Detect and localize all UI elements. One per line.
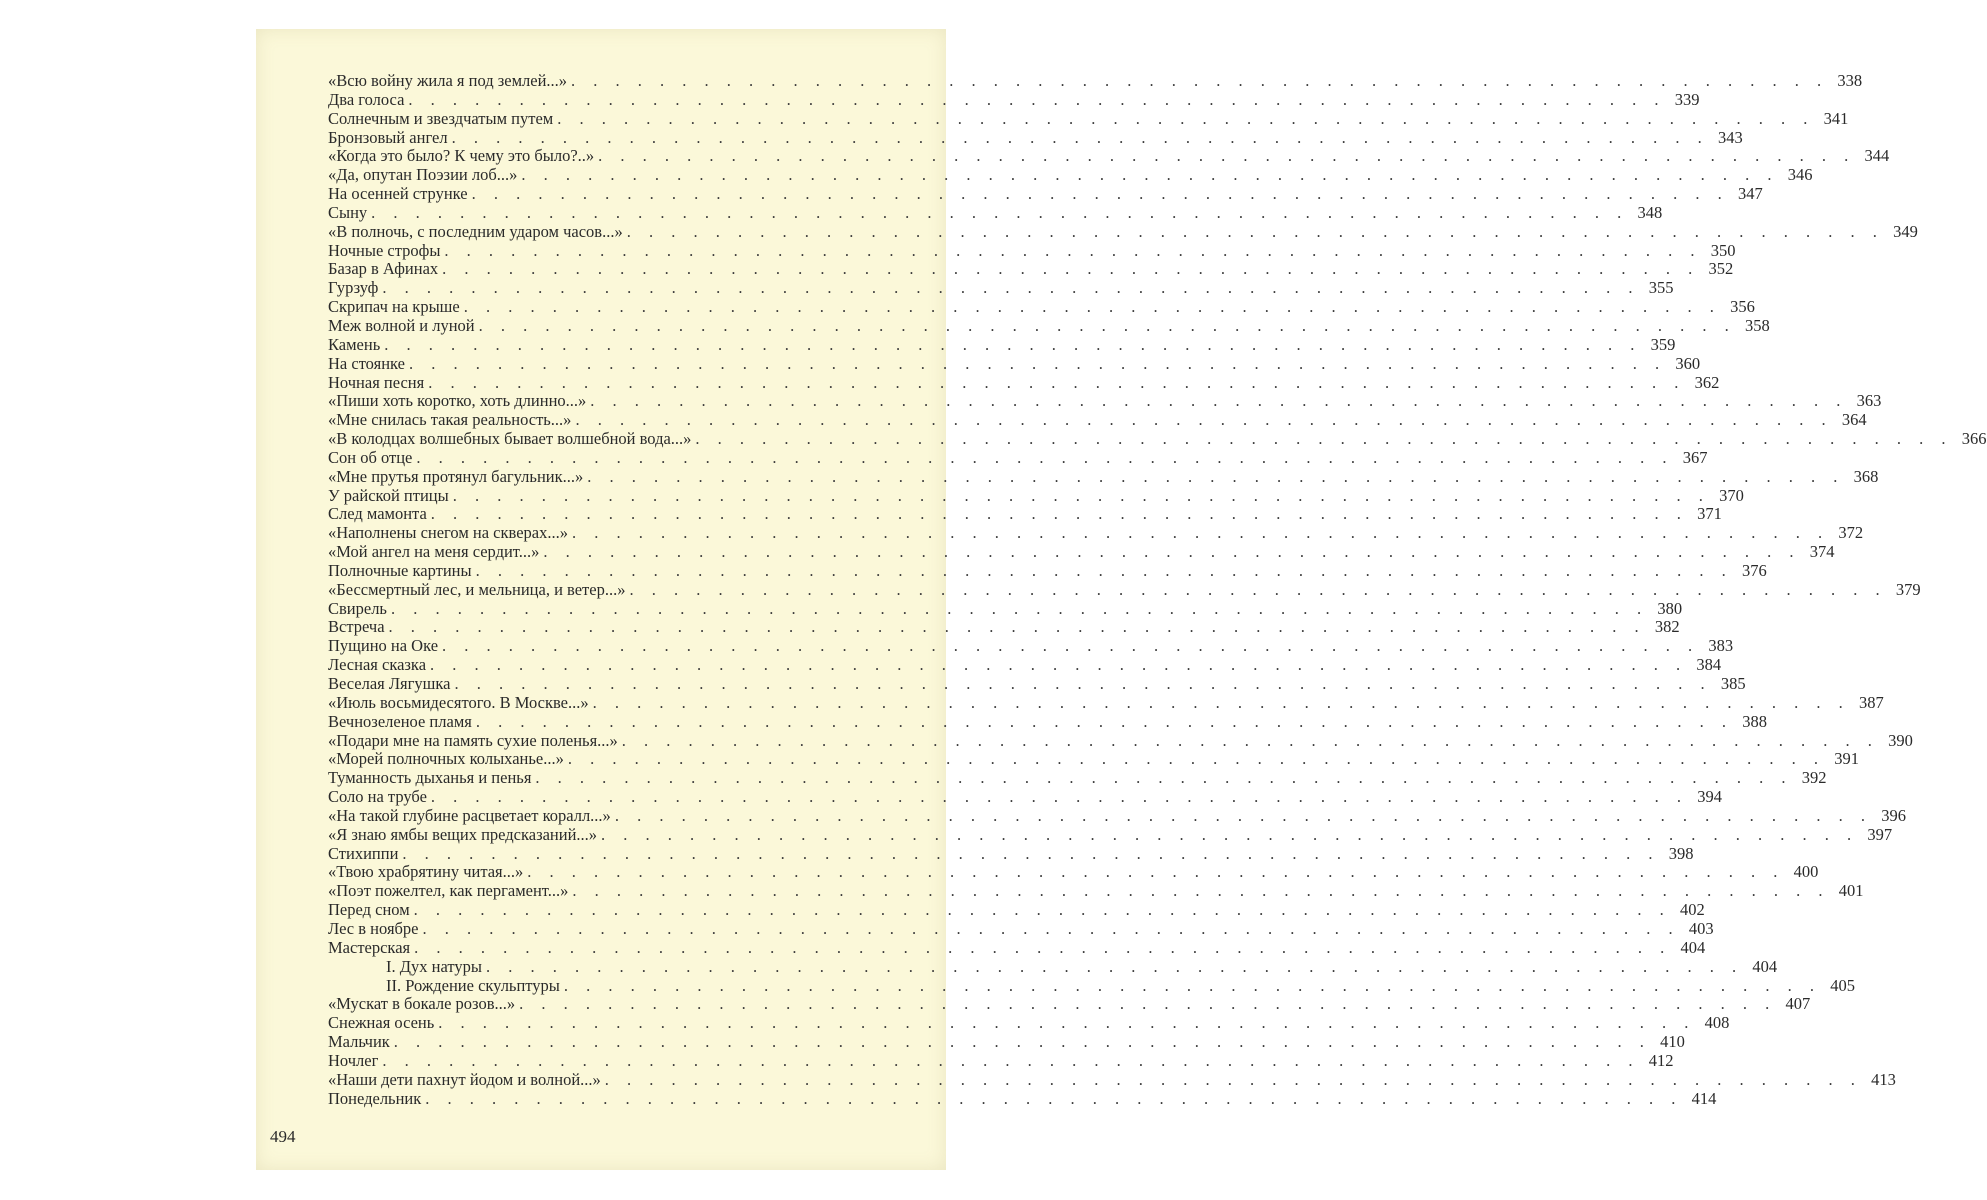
dot-leader [553,110,1814,129]
dot-leader [385,618,1646,637]
dot-leader [594,147,1855,166]
dot-leader [434,1014,1695,1033]
toc-entry [328,655,1722,675]
toc-entry-page: 387 [1858,692,1884,712]
toc-entry-page: 359 [1650,334,1676,354]
dot-leader [419,920,1680,939]
toc-entry-title: «Июль восьмидесятого. В Москве...» [328,692,589,712]
dot-leader [517,166,1778,185]
toc-entry-page: 346 [1787,165,1813,185]
dot-leader [568,524,1829,543]
toc-entry [328,165,1813,185]
toc-entry [328,504,1722,524]
dot-leader [438,637,1699,656]
toc-entry [328,824,1893,845]
toc-entry-title: Ночные строфы [328,240,441,260]
dot-leader [460,298,1721,317]
dot-leader [583,468,1844,487]
toc-entry [328,560,1767,581]
toc-entry-page: 383 [1708,636,1734,656]
dot-leader [472,713,1733,732]
toc-entry [328,975,1855,996]
toc-entry-page: 390 [1888,730,1913,750]
toc-entry [328,259,1734,279]
toc-entry-page: 372 [1838,523,1864,543]
toc-entry-title: Лес в ноябре [328,918,419,938]
dot-leader [597,826,1858,845]
dot-leader [601,1071,1862,1090]
toc-entry-title: Понедельник [328,1088,422,1108]
toc-entry-title: «Мне снилась такая реальность...» [328,410,572,430]
dot-leader [564,750,1825,769]
toc-entry [328,617,1680,637]
toc-entry [328,1013,1730,1033]
toc-entry [328,523,1864,543]
toc-entry-page: 368 [1853,466,1879,486]
toc-entry [328,768,1827,788]
toc-entry-page: 397 [1867,824,1893,844]
dot-leader [367,204,1628,223]
toc-entry-page: 394 [1697,787,1723,807]
toc-entry-page: 341 [1823,108,1849,128]
dot-leader [438,260,1699,279]
toc-entry [328,918,1714,939]
toc-entry [328,636,1734,656]
toc-entry-page: 412 [1648,1050,1674,1070]
dot-leader [539,543,1800,562]
toc-entry-page: 362 [1694,372,1720,392]
toc-entry-page: 407 [1785,994,1811,1014]
toc-entry [328,89,1700,110]
toc-entry-title: Базар в Афинах [328,259,439,279]
toc-entry-page: 370 [1719,485,1744,505]
toc-entry-page: 396 [1881,805,1906,825]
toc-entry-page: 363 [1856,391,1882,411]
dot-leader [380,336,1641,355]
toc-entry-page: 398 [1668,843,1694,863]
toc-entry-title: Скрипач на крыше [328,297,460,317]
toc-entry [328,994,1811,1014]
toc-entry-title: На осенней струнке [328,184,468,204]
toc-entry-title: Гурзуф [328,278,379,298]
toc-entry-page: 371 [1697,504,1722,524]
toc-entry-title: «Морей полночных колыханье...» [328,749,564,769]
dot-leader [531,769,1792,788]
dot-leader [410,901,1671,920]
toc-entry-title: «Я знаю ямбы вещих предсказаний...» [328,824,598,844]
toc-entry-title: У райской птицы [328,485,449,505]
dot-leader [440,242,1701,261]
dot-leader [623,223,1884,242]
toc-entry [328,372,1720,393]
toc-entry [328,429,1987,449]
toc-entry-title: Мастерская [328,937,411,957]
dot-leader [691,430,1952,449]
toc-entry-title: «Бессмертный лес, и мельница, и ветер...» [328,579,626,599]
toc-entry-title: «Мне прутья протянул багульник...» [328,466,584,486]
dot-leader [568,882,1829,901]
toc-entry [328,410,1867,430]
toc-entry-title: На стоянке [328,353,405,373]
toc-entry-title: «Наполнены снегом на скверах...» [328,523,568,543]
toc-entry [328,956,1778,977]
toc-entry-title: «Поэт пожелтел, как пергамент...» [328,881,569,901]
toc-entry-title: I. Дух натуры [386,956,482,976]
toc-entry [328,278,1674,298]
toc-entry-title: Лесная сказка [328,655,427,675]
toc-entry [328,730,1913,751]
dot-leader [427,505,1688,524]
page-number: 494 [270,1127,296,1146]
toc-entry [328,466,1879,487]
toc-entry-page: 347 [1737,184,1763,204]
dot-leader [450,675,1711,694]
toc-entry-title: След мамонта [328,504,427,524]
toc-entry-page: 367 [1682,447,1708,467]
toc-entry-title: Соло на трубе [328,787,427,807]
toc-entry-page: 348 [1637,202,1663,222]
table-of-contents [328,71,1987,1108]
toc-entry-page: 360 [1675,353,1701,373]
toc-entry-page: 349 [1893,221,1918,241]
toc-entry-title: «Всю войну жила я под землей...» [328,71,568,90]
toc-entry-page: 344 [1864,146,1890,166]
toc-entry-title: Камень [328,334,381,354]
dot-leader [398,845,1659,864]
toc-entry [328,805,1906,826]
dot-leader [405,355,1666,374]
toc-entry-page: 403 [1688,918,1714,938]
toc-entry [328,598,1683,619]
toc-entry [328,146,1890,166]
toc-entry-page: 355 [1648,278,1674,298]
toc-entry-page: 400 [1793,862,1819,882]
toc-entry-title: «Наши дети пахнут йодом и волной...» [328,1069,601,1089]
dot-leader [448,129,1709,148]
dot-leader [589,694,1850,713]
dot-leader [482,958,1743,977]
dot-leader [427,788,1688,807]
dot-leader [387,600,1648,619]
dot-leader [390,1033,1651,1052]
dot-leader [449,487,1710,506]
toc-entry-page: 339 [1674,89,1700,109]
toc-entry [328,900,1705,920]
toc-entry-page: 374 [1809,542,1835,562]
toc-entry-title: Бронзовый ангел [328,127,448,147]
toc-entry-title: Свирель [328,598,387,618]
toc-entry [328,711,1767,732]
toc-entry-title: Ночлег [328,1050,379,1070]
toc-entry [328,692,1884,713]
toc-entry-title: «В колодцах волшебных бывает волшебной вода...» [328,429,692,449]
toc-entry-title: Встреча [328,617,385,637]
toc-entry [328,1032,1685,1052]
toc-entry-title: Стихиппи [328,843,399,863]
toc-entry [328,749,1859,769]
toc-entry-title: «Мускат в бокале розов...» [328,994,516,1014]
toc-entry-page: 414 [1691,1088,1717,1108]
toc-entry-page: 358 [1745,315,1770,335]
toc-entry [328,881,1864,901]
toc-entry [328,1069,1896,1090]
toc-entry [328,184,1763,204]
dot-leader [410,939,1671,958]
toc-entry-page: 401 [1838,881,1864,901]
toc-entry [328,579,1921,600]
dot-leader [378,279,1639,298]
toc-entry [328,108,1849,129]
toc-entry-page: 364 [1841,410,1867,430]
toc-entry-title: «Подари мне на память сухие поленья...» [328,730,618,750]
toc-entry [328,843,1694,864]
toc-entry-title: Вечнозеленое пламя [328,711,472,731]
dot-leader [421,1090,1682,1109]
toc-entry-page: 350 [1710,240,1736,260]
dot-leader [560,977,1821,996]
toc-entry-title: Солнечным и звездчатым путем [328,108,554,128]
dot-leader [586,392,1847,411]
toc-entry-title: Пущино на Оке [328,636,439,656]
toc-entry-page: 402 [1680,900,1705,920]
toc-entry-page: 404 [1680,937,1706,957]
dot-leader [378,1052,1639,1071]
toc-entry [328,334,1676,355]
toc-entry-title: Веселая Лягушка [328,674,451,693]
toc-entry [328,391,1882,411]
toc-entry-title: «Когда это было? К чему это было?..» [328,146,595,166]
toc-entry-page: 376 [1741,560,1767,580]
toc-entry-title: «Да, опутан Поэзии лоб...» [328,165,518,185]
toc-entry [328,787,1723,807]
toc-entry [328,353,1701,374]
toc-entry [328,937,1706,958]
toc-entry-title: Сон об отце [328,447,413,467]
toc-entry-title: «Мой ангел на меня сердит...» [328,542,540,562]
toc-entry-page: 404 [1752,956,1778,976]
toc-entry [328,297,1755,317]
dot-leader [515,995,1776,1014]
toc-entry-page: 380 [1657,598,1683,618]
toc-entry-page: 388 [1742,711,1767,731]
dot-leader [404,91,1665,110]
toc-entry-page: 382 [1654,617,1680,637]
toc-entry-title: Снежная осень [328,1013,435,1033]
toc-entry-page: 413 [1871,1069,1896,1089]
toc-entry-page: 410 [1660,1032,1685,1052]
dot-leader [571,411,1832,430]
dot-leader [426,656,1687,675]
toc-entry [328,71,1863,91]
book-page [256,29,1987,1170]
dot-leader [472,562,1733,581]
toc-entry [328,221,1918,242]
toc-entry-page: 385 [1720,674,1746,693]
toc-entry-page: 392 [1801,768,1827,788]
toc-entry [328,542,1835,562]
toc-entry-page: 343 [1717,127,1743,147]
dot-leader [567,72,1828,91]
toc-entry-page: 338 [1837,71,1863,90]
dot-leader [424,374,1685,393]
toc-entry [328,240,1736,261]
toc-entry [328,202,1663,223]
dot-leader [618,732,1879,751]
toc-entry-title: Меж волной и луной [328,315,475,335]
toc-entry-title: Перед сном [328,900,410,920]
toc-entry-page: 408 [1704,1013,1730,1033]
toc-entry-page: 405 [1830,975,1855,995]
toc-entry [328,485,1744,506]
toc-entry-title: «На такой глубине расцветает коралл...» [328,805,611,825]
dot-leader [468,185,1729,204]
toc-entry-page: 379 [1895,579,1921,599]
toc-entry [328,1050,1674,1071]
toc-entry-page: 356 [1730,297,1755,317]
toc-entry-title: Мальчик [328,1032,390,1052]
toc-entry-title: Сыну [328,202,368,222]
toc-entry-page: 352 [1708,259,1734,279]
toc-entry-title: «В полночь, с последним ударом часов...» [328,221,623,241]
toc-entry [328,447,1708,468]
toc-entry-title: «Твою храбрятину читая...» [328,862,524,882]
toc-entry [328,674,1746,694]
toc-entry-page: 391 [1834,749,1859,769]
toc-entry [328,315,1770,336]
toc-entry [328,1088,1717,1109]
dot-leader [475,317,1736,336]
toc-entry-page: 366 [1961,429,1987,449]
toc-entry-page: 384 [1696,655,1722,675]
dot-leader [611,807,1872,826]
toc-entry [328,862,1819,882]
dot-leader [412,449,1673,468]
toc-entry-title: Ночная песня [328,372,425,392]
dot-leader [625,581,1886,600]
toc-entry-title: «Пиши хоть коротко, хоть длинно...» [328,391,587,411]
toc-entry-title: Два голоса [328,89,405,109]
toc-entry [328,127,1743,148]
toc-entry-title: Полночные картины [328,560,472,580]
toc-entry-title: II. Рождение скульптуры [386,975,560,995]
toc-entry-title: Туманность дыханья и пенья [328,768,532,788]
dot-leader [523,863,1784,882]
